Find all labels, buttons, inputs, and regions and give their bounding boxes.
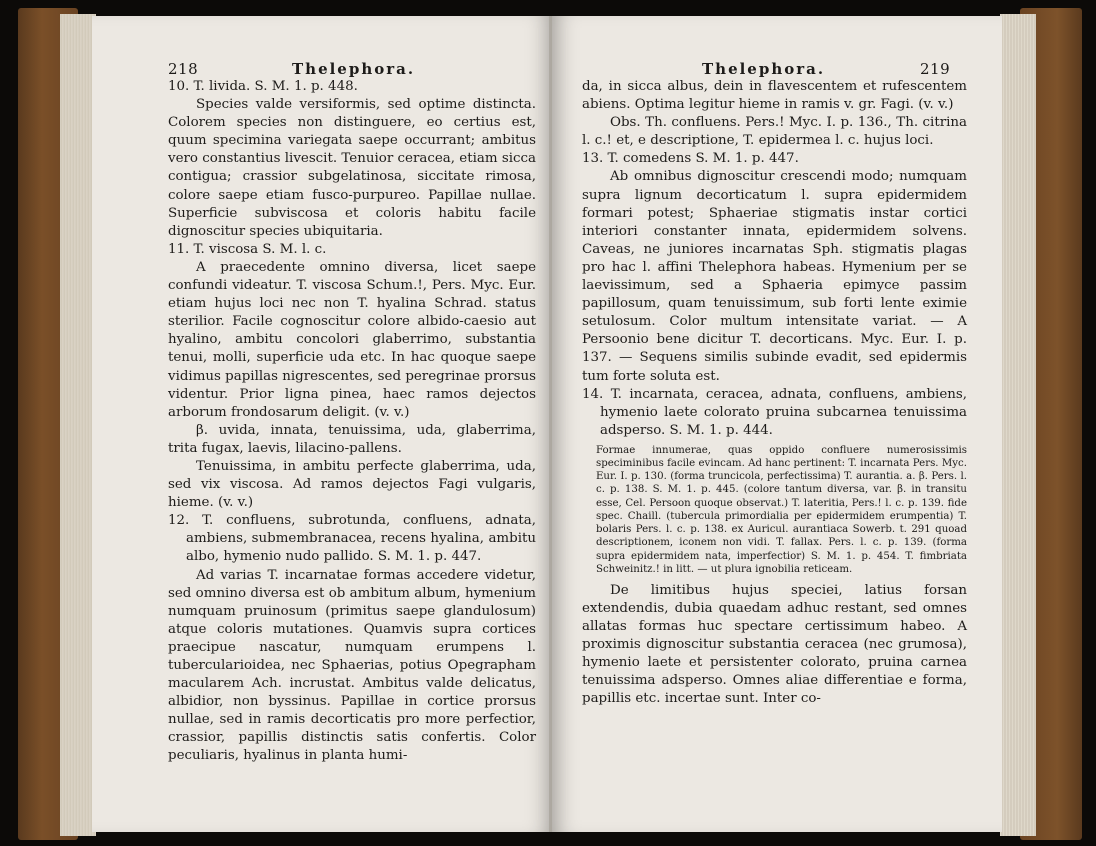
species-heading: 10. T. livida. S. M. 1. p. 448. [168,79,358,94]
left-page-edges [60,14,96,836]
paragraph: Tenuissima, in ambitu perfecte glaberrima, uda, sed vix viscosa. Ad ramos dejectos Fagi vulgaris, hieme. (v. v.) [168,458,536,511]
species-heading: 12. T. confluens, subrotunda, confluens, adnata, ambiens, submembranacea, recens hyalina, ambitu albo, hymenio nudo pallido. S. M. 1. p. 447. [168,513,536,565]
paragraph: Species valde versiformis, sed optime distincta. Colorem species non distinguere, eo certius est, quum specimina variegata saepe occurrant; ambitus vero constantius livescit. Tenuior ceracea, etiam sicca contigua; crassior subgelatinosa, siccitate rimosa, colore saepe etiam fusco-purpureo. Papillae nullae. Superficie subviscosa et coloris habitu facile dignoscitur species ubiquitaria. [168,97,536,239]
running-title: Thelephora. [292,60,416,78]
paragraph: De limitibus hujus speciei, latius forsan extendendis, dubia quaedam adhuc restant, sed omnes allatas formas huc spectare certissimum habeo. A proximis dignoscitur substantia ceracea (nec grumosa), hymenio laete et persistenter colorato, pruina carnea tenuissima adsperso. Omnes aliae differentiae e forma, papillis etc. incertae sunt. Inter co- [582,582,967,707]
species-heading: 14. T. incarnata, ceracea, adnata, confluens, ambiens, hymenio laete colorato pruina subcarnea tenuissima adsperso. S. M. 1. p. 444. [582,386,967,438]
species-heading: 13. T. comedens S. M. 1. p. 447. [582,151,799,167]
left-page [92,16,552,832]
variety-paragraph: β. uvida, innata, tenuissima, uda, glaberrima, trita fugax, laevis, lilacino-pallens. [168,422,536,456]
paragraph: Ad varias T. incarnatae formas accedere videtur, sed omnino diversa est ob ambitum album, hymenium numquam pruinosum (primitus saepe glandulosum) atque coloris mutationes. Quamvis supra cortices praecipue nascatur, numquam erumpens l. tubercularioidea, nec Sphaerias, potius Opegrapham macularem Ach. incrustat. Ambitus valde delicatus, albidior, non byssinus. Papillae in cortice prorsus nullae, sed in ramis decorticatis pro more perfectior, crassior, papillis distinctis satis confertis. Color peculiaris, hyalinus in planta humi- [168,567,536,764]
paragraph: Ab omnibus dignoscitur crescendi modo; numquam supra lignum decorticatum l. supra epidermidem formari potest; Sphaeriae stigmatis instar cortici interiori constanter innata, epidermidem solvens. Caveas, ne juniores incarnatas Sph. stigmatis plagas pro hac l. affini Thelephora habeas. Hymenium per se laevissimum, sed a Sphaeria epimyce passim papillosum, quam tenuissimum, sub forti lente eximie setulosum. Color multum intensitate variat. — A Persoonio bene dicitur T. decorticans. Myc. Eur. I. p. 137. — Sequens similis subinde evadit, sed epidermis tum forte soluta est. [582,169,967,384]
paragraph: da, in sicca albus, dein in flavescentem et rufescentem abiens. Optima legitur hieme in ramis v. gr. Fagi. (v. v.) [582,79,967,113]
left-page-body [168,78,536,766]
page-number: 218 [168,60,199,78]
running-title: Thelephora. [702,60,826,78]
page-number: 219 [920,60,951,78]
footnote-small-print: Formae innumerae, quas oppido confluere numerosissimis speciminibus facile evincam. Ad hanc pertinent: T. incarnata Pers. Myc. Eur. I. p. 130. (forma truncicola, perfectissima) T. aurantia. a. β. Pers. l. c. p. 138. S. M. 1. p. 445. (colore tantum diversa, var. β. in transitu esse, Cel. Persoon quoque observat.) T. lateritia, Pers.! l. c. p. 139. fide spec. Chaill. (tubercula primordialia per epidermidem erumpentia) T. bolaris Pers. l. c. p. 138. ex Auricul. aurantiaca Sowerb. t. 291 quoad descriptionem, iconem non vidi. T. fallax. Pers. l. c. p. 139. (forma supra epidermidem nata, imperfectior) S. M. 1. p. 454. T. fimbriata Schweinitz.! in litt. — ut plura ignobilia reticeam. [596,444,967,575]
right-page-edges [1000,14,1036,836]
right-page [552,16,1002,832]
right-page-body [582,78,967,709]
paragraph: A praecedente omnino diversa, licet saepe confundi videatur. T. viscosa Schum.!, Pers. Myc. Eur. etiam hujus loci nec non T. hyalina Schrad. status sterilior. Facile cognoscitur colore albido-caesio aut hyalino, ambitu concolori glaberrimo, substantia tenui, molli, superficie uda etc. In hac quoque saepe vidimus papillas nigrescentes, sed peregrinae prorsus videntur. Prior ligna pinea, haec ramos dejectos arborum frondosarum deligit. (v. v.) [168,259,536,420]
observation-paragraph: Obs. Th. confluens. Pers.! Myc. I. p. 136., Th. citrina l. c.! et, e descriptione, T. epidermea l. c. hujus loci. [582,115,967,149]
species-heading: 11. T. viscosa S. M. l. c. [168,241,327,257]
